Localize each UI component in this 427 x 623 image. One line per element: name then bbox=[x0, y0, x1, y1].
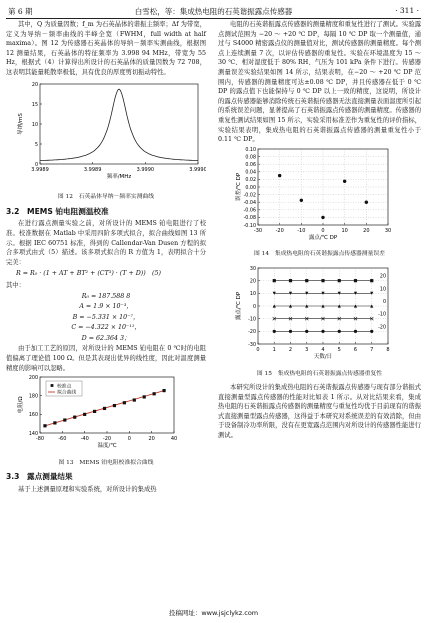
x-tick-label: -40 bbox=[80, 436, 89, 443]
paragraph: 由于加工工艺的原因，对所设计的 MEMS 铂电阻在 0 ℃时的电阻值偏离了理论值 100 Ω。但是其表现出优异的线性度，因此对温度测量精度的影响可以忽略。 bbox=[6, 345, 206, 372]
x-tick-label: 7 bbox=[370, 346, 374, 353]
y-axis-label: 电阻/Ω bbox=[18, 396, 24, 414]
left-column bbox=[6, 20, 206, 495]
fig13-caption: 图 13 MEMS 铂电阻校准拟合曲线 bbox=[58, 459, 154, 466]
circle-marker bbox=[365, 200, 368, 203]
equation-where: 其中： bbox=[6, 281, 25, 289]
series-label: -10 bbox=[378, 312, 386, 318]
square-marker bbox=[133, 399, 136, 402]
equation-main: R = R₀ · (1 + AT + BT² + (CT³) · (T + D)) (5) bbox=[16, 270, 161, 278]
x-tick-label: 10 bbox=[341, 227, 348, 234]
y-tick-label: 180 bbox=[28, 394, 38, 400]
running-title: 白雪松，等：集成热电阻的石英谐振露点传感器 bbox=[134, 7, 293, 16]
square-marker bbox=[103, 407, 106, 410]
y-tick-label: 0 bbox=[34, 162, 38, 168]
y-axis-label: 误差/℃ DP bbox=[236, 172, 242, 201]
square-marker bbox=[305, 279, 308, 282]
x-tick-label: 0 bbox=[127, 436, 131, 443]
square-marker bbox=[153, 392, 156, 395]
circle-marker bbox=[273, 330, 276, 333]
square-marker bbox=[370, 279, 373, 282]
x-tick-label: -80 bbox=[35, 436, 45, 443]
circle-marker bbox=[278, 174, 281, 177]
admittance-curve bbox=[40, 89, 198, 160]
fig12-caption: 图 12 石英晶体导纳－频率实测曲线 bbox=[57, 194, 155, 201]
x-tick-label: -20 bbox=[275, 227, 284, 234]
paragraph: 电阻的石英谐振露点传感器的测量精度和重复性进行了测试。实验露点测试范围为 −20 ～ +20 ℃ DP，每隔 10 ℃ DP 取一个测量值，通过与 S4000 精密露点仪的测量值对比，测试传感器的测量精度。每个测点上连续测量 7 次，以评估传感器的重复性。实验在环境温度为 15 ～ 30 ℃、相对湿度低于 80% RH、气压为 101 kPa 条件下进行。传感器测量误差实验结果如图 14 所示，结果表明，在−20 ～ +20 ℃ DP 范围内，传感器的测量精度可达±0.08 ℃ DP，并且传感器在低于 0 ℃ DP 的露点值下也能保持与 0 ℃ DP 以上一致的精度，这说明，所设计的露点传感器能够消除传统石英谐振传感器无法直接测量表面温度所引起的系统误差问题，显著提高了石英谐振露点传感器的测量精度。传感器的重复性测试结果如图 15 所示，实验采用标准差作为重复性的评价指标，实验结果表明，集成热电阻的石英谐振露点传感器的测量重复性小于 0.11 ℃ DP。 bbox=[218, 21, 421, 144]
circle-marker bbox=[321, 330, 324, 333]
square-marker bbox=[338, 279, 341, 282]
page-header bbox=[6, 4, 421, 19]
fig12-chart bbox=[6, 78, 206, 188]
series-label: 10 bbox=[379, 287, 386, 293]
y-tick-label: 15 bbox=[31, 102, 38, 108]
x-tick-label: 6 bbox=[353, 346, 358, 353]
circle-marker bbox=[321, 215, 324, 218]
paragraph: 在进行露点测量实验之前，对所设计的 MEMS 铂电阻进行了校准。校准数据在 Matlab 中采用四阶多项式拟合，拟合曲线如图 13 所示。根据 IEC 60751 标准，得到的 Callendar-Van Dusen 方程的拟合多项式由式（5）描述。该多项式拟合的 R 方值为 1，表明拟合十分完美： bbox=[6, 220, 206, 266]
x-tick-label: 20 bbox=[363, 227, 370, 234]
x-tick-label: 20 bbox=[148, 436, 155, 443]
section-heading: 3.2 MEMS 铂电阻测温校准 bbox=[6, 206, 109, 216]
equation-b: B = −5.331 × 10⁻⁷， bbox=[72, 313, 140, 321]
y-tick-label: 20 bbox=[31, 82, 38, 88]
x-tick-label: 30 bbox=[384, 227, 392, 234]
y-tick-label: 30 bbox=[249, 266, 256, 272]
y-tick-label: -20 bbox=[248, 330, 256, 336]
x-tick-label: 5 bbox=[337, 346, 341, 353]
circle-marker bbox=[305, 330, 308, 333]
y-axis-label: 导纳/mS bbox=[18, 112, 24, 135]
series-label: 20 bbox=[379, 274, 386, 280]
square-marker bbox=[43, 424, 46, 427]
page-number: · 311 · bbox=[395, 6, 419, 15]
square-marker bbox=[162, 389, 165, 392]
x-tick-label: 1 bbox=[272, 346, 276, 353]
paragraph: 基于上述测量原理和实验系统，对所设计的集成热 bbox=[18, 486, 157, 494]
x-tick-label: -10 bbox=[297, 227, 306, 234]
x-tick-label: 2 bbox=[288, 346, 293, 353]
series-label: -20 bbox=[378, 325, 386, 331]
y-tick-label: -0.04 bbox=[243, 200, 256, 206]
y-tick-label: 200 bbox=[28, 376, 38, 382]
y-tick-label: 0.02 bbox=[245, 177, 256, 183]
y-tick-label: -0.08 bbox=[243, 215, 256, 221]
y-tick-label: -10 bbox=[248, 317, 256, 323]
circle-marker bbox=[343, 179, 346, 182]
y-tick-label: -30 bbox=[248, 342, 256, 348]
equation-r0: R₀ = 187.588 8 bbox=[81, 292, 131, 300]
fig15-caption: 图 15 集成热电阻的石英谐振露点传感器重复性 bbox=[256, 370, 383, 377]
fig13-chart bbox=[6, 373, 206, 453]
y-tick-label: 0.08 bbox=[245, 155, 256, 161]
y-tick-label: -0.10 bbox=[243, 223, 256, 229]
square-marker bbox=[53, 422, 56, 425]
circle-marker bbox=[289, 330, 292, 333]
x-axis-label: 频率/MHz bbox=[106, 173, 132, 180]
y-tick-label: 140 bbox=[28, 432, 38, 438]
y-tick-label: 5 bbox=[34, 142, 38, 148]
circle-marker bbox=[354, 330, 357, 333]
y-tick-label: -0.06 bbox=[243, 208, 256, 214]
x-tick-label: -20 bbox=[102, 436, 112, 443]
x-tick-label: 3.9990 bbox=[136, 166, 155, 173]
legend bbox=[46, 381, 82, 396]
x-tick-label: -60 bbox=[58, 436, 67, 443]
y-tick-label: -0.02 bbox=[243, 193, 256, 199]
y-tick-label: 20 bbox=[249, 279, 256, 285]
x-tick-label: 0 bbox=[256, 346, 260, 353]
x-tick-label: 3 bbox=[305, 346, 309, 353]
y-tick-label: 10 bbox=[249, 292, 256, 298]
legend-label: 校准点 bbox=[57, 384, 72, 390]
fig15-chart bbox=[218, 264, 421, 364]
square-marker bbox=[73, 416, 76, 419]
x-tick-label: -30 bbox=[253, 227, 263, 234]
y-axis-label: 露点/℃ DP bbox=[236, 291, 242, 321]
y-tick-label: 160 bbox=[28, 413, 38, 419]
x-axis-label: 露点/℃ DP bbox=[308, 234, 338, 241]
circle-marker bbox=[300, 198, 303, 201]
square-marker bbox=[123, 401, 126, 404]
issue-number: 第 6 期 bbox=[8, 7, 33, 16]
square-marker bbox=[113, 404, 116, 407]
y-tick-label: 0.00 bbox=[245, 185, 256, 191]
y-tick-label: 0.10 bbox=[245, 147, 256, 153]
fig14-chart bbox=[218, 145, 421, 245]
square-marker bbox=[321, 279, 324, 282]
circle-marker bbox=[370, 330, 373, 333]
x-tick-label: 3.9990 bbox=[189, 166, 206, 173]
paragraph: 本研究所设计的集成热电阻的石英谐振露点传感器与现有部分谐振式直接测量型露点传感器的性能对比如表 1 所示。从对比结果来看，集成热电阻的石英谐振露点传感器的测量精度与重复性均优于目前现有的谐振式直接测量型露点传感器，这得益于本研究对系统误差的有效消除，但由于设备制冷功率所限，没有在更宽露点范围内对所设计的传感器性能进行测试。 bbox=[218, 384, 421, 440]
square-marker bbox=[51, 384, 54, 387]
x-tick-label: 8 bbox=[386, 346, 390, 353]
fig14-caption: 图 14 集成热电阻的石英谐振露点传感器测量误差 bbox=[254, 251, 385, 258]
section-heading: 3.3 露点测量结果 bbox=[6, 472, 73, 482]
x-tick-label: 3.9989 bbox=[31, 166, 49, 173]
circle-marker bbox=[338, 330, 341, 333]
y-tick-label: 0 bbox=[252, 304, 256, 310]
x-tick-label: 4 bbox=[321, 346, 325, 353]
y-tick-label: 10 bbox=[31, 122, 38, 128]
square-marker bbox=[289, 279, 292, 282]
legend-label: 拟合曲线 bbox=[57, 390, 77, 396]
x-axis-label: 天数/日 bbox=[313, 353, 333, 360]
x-tick-label: 3.9989 bbox=[83, 166, 102, 173]
square-marker bbox=[93, 410, 96, 413]
square-marker bbox=[273, 279, 276, 282]
x-tick-label: 40 bbox=[170, 436, 178, 443]
series-label: 0 bbox=[382, 299, 386, 305]
x-axis-label: 温度/℃ bbox=[97, 443, 117, 450]
equation-a: A = 1.9 × 10⁻³， bbox=[79, 303, 133, 311]
square-marker bbox=[143, 396, 146, 399]
square-marker bbox=[63, 419, 66, 422]
right-column bbox=[218, 20, 421, 441]
square-marker bbox=[354, 279, 357, 282]
plot-frame bbox=[40, 84, 198, 164]
x-tick-label: 0 bbox=[321, 227, 325, 234]
footer-url: 投稿网址：www.jsjclykz.com bbox=[168, 609, 259, 617]
square-marker bbox=[83, 413, 86, 416]
equation-c: C = −4.322 × 10⁻¹¹， bbox=[71, 324, 141, 332]
y-tick-label: 0.06 bbox=[245, 162, 256, 168]
paragraph: 其中，Q 为质量因数；f_m 为石英晶体的谐振主频率；Δf 为带宽，定义为导纳－频率曲线的半峰全宽（FWHM，full width at half maxima）。图 12 为传感器石英晶体的导纳－频率实测曲线，根据图 12 测量结果，石英晶体的特征频率为 3.998 94 MHz，带宽为 55 Hz，根据式（4）计算得出所设计的石英晶体的质量因数为 72 708，这表明其能量耗散率极低，具有优良的厚度剪切振动特性。 bbox=[6, 21, 206, 76]
y-tick-label: 0.04 bbox=[245, 170, 256, 176]
equation-d: D = 62.364 3； bbox=[81, 334, 131, 342]
